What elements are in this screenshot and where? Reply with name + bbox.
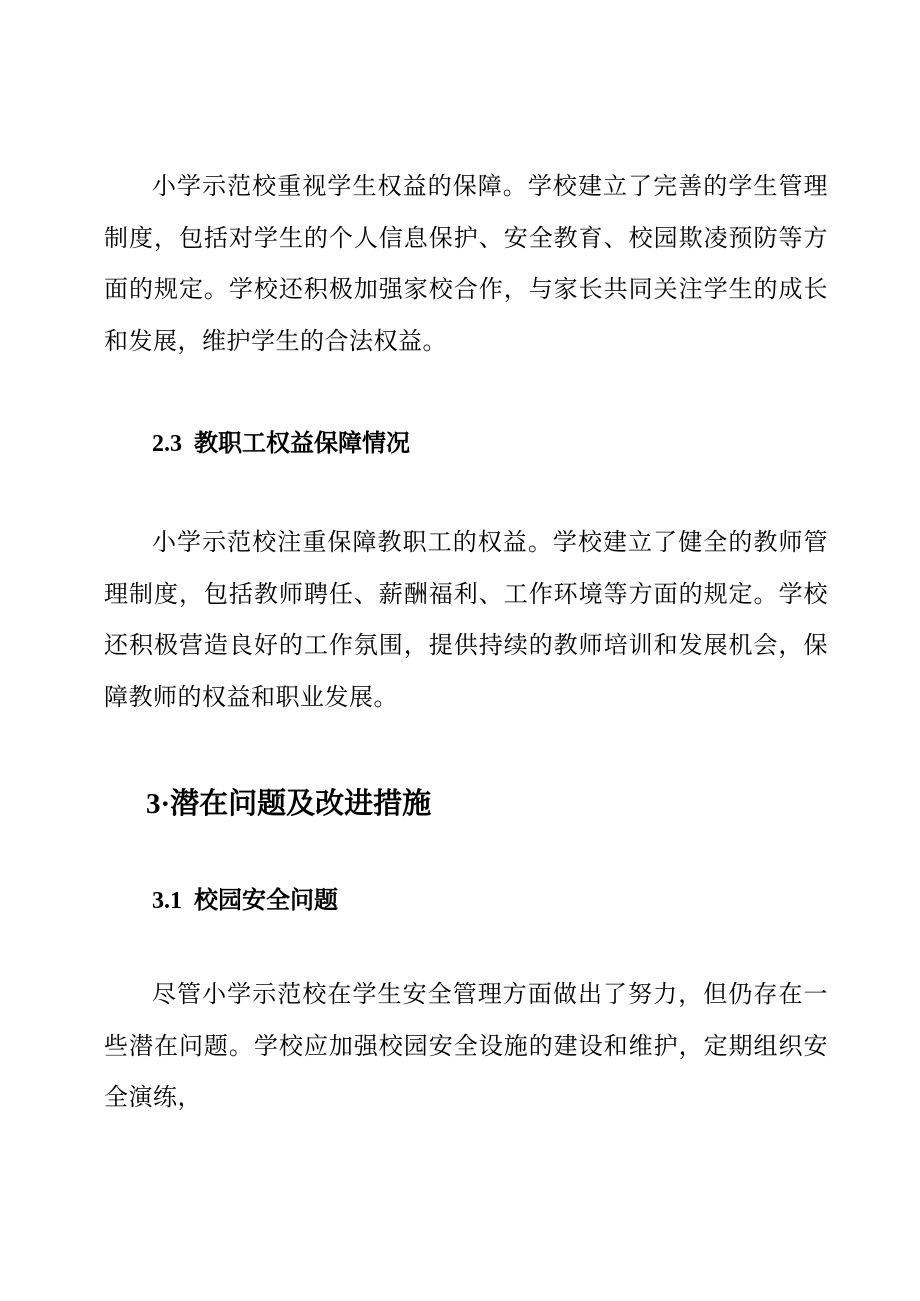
heading-2-3 [152,428,410,459]
paragraph-staff-rights: 小学示范校注重保障教职工的权益。学校建立了健全的教师管理制度，包括教师聘任、薪酬福利、工作环境等方面的规定。学校还积极营造良好的工作氛围，提供持续的教师培训和发展机会，保障教师的权益和职业发展。 [104,528,828,711]
heading-title: 教职工权益保障情况 [194,429,410,457]
heading-3 [146,785,431,822]
paragraph-student-rights: 小学示范校重视学生权益的保障。学校建立了完善的学生管理制度，包括对学生的个人信息保护、安全教育、校园欺凌预防等方面的规定。学校还积极加强家校合作，与家长共同关注学生的成长和发展，维护学生的合法权益。 [104,172,828,355]
heading-number: 2.3 [152,431,182,457]
heading-title: 潜在问题及改进措施 [170,786,432,820]
heading-number: 3.1 [152,888,182,914]
heading-number: 3· [146,788,171,820]
heading-title: 校园安全问题 [194,886,338,914]
heading-3-1 [152,885,338,916]
paragraph-campus-safety: 尽管小学示范校在学生安全管理方面做出了努力，但仍存在一些潜在问题。学校应加强校园安全设施的建设和维护，定期组织安全演练， [104,980,828,1111]
